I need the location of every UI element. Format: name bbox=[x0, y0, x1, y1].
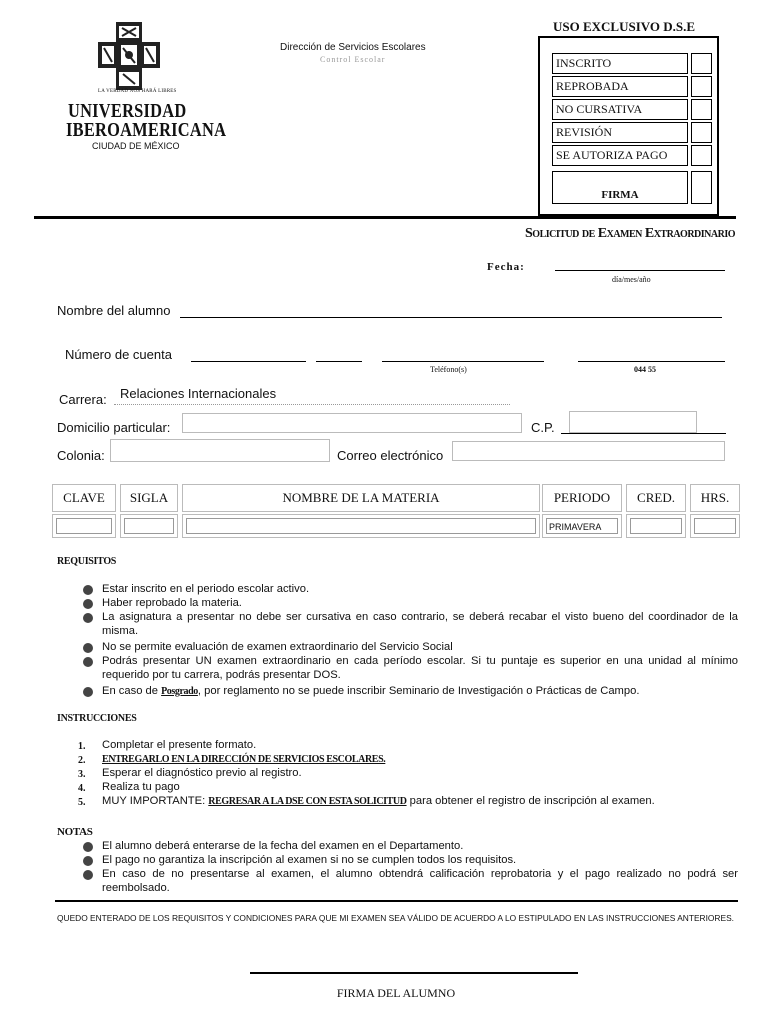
bullet-icon bbox=[82, 598, 94, 610]
subjects-table bbox=[52, 484, 740, 542]
dse-item-autoriza-pago: SE AUTORIZA PAGO bbox=[552, 145, 688, 166]
list-item: En caso de no presentarse al examen, el alumno obtendrá calificación reprobatoria y el pago realizado no podrá ser reembolsado. bbox=[102, 868, 738, 895]
instructions-list bbox=[0, 738, 770, 813]
career-label: Carrera: bbox=[59, 392, 107, 407]
table-cell-periodo bbox=[542, 514, 622, 538]
list-number: 4. bbox=[78, 783, 86, 794]
bullet-icon bbox=[82, 656, 94, 668]
dse-signature-field[interactable]: FIRMA bbox=[552, 171, 688, 204]
dse-item-no-cursativa: NO CURSATIVA bbox=[552, 99, 688, 120]
university-city: CIUDAD DE MÉXICO bbox=[92, 141, 180, 151]
dse-checkbox-reprobada[interactable] bbox=[691, 76, 712, 97]
dse-box bbox=[538, 36, 719, 216]
university-name-line2: IBEROAMERICANA bbox=[66, 119, 227, 141]
date-label: Fecha: bbox=[487, 261, 525, 273]
zip-label: C.P. bbox=[531, 420, 555, 435]
bullet-icon bbox=[82, 686, 94, 698]
list-item: El alumno deberá enterarse de la fecha del examen en el Departamento. bbox=[102, 840, 464, 852]
date-hint: día/mes/año bbox=[612, 275, 651, 284]
table-header-hrs: HRS. bbox=[690, 484, 740, 512]
list-item: El pago no garantiza la inscripción al examen si no se cumplen todos los requisitos. bbox=[102, 854, 517, 866]
account-number-field[interactable] bbox=[191, 361, 306, 362]
dse-checkbox-autoriza-pago[interactable] bbox=[691, 145, 712, 166]
colony-label: Colonia: bbox=[57, 448, 105, 463]
bullet-icon bbox=[82, 612, 94, 624]
address-label: Domicilio particular: bbox=[57, 420, 171, 435]
acknowledgement-text: QUEDO ENTERADO DE LOS REQUISITOS Y CONDICIONES PARA QUE MI EXAMEN SEA VÁLIDO DE ACUERDO A LO ESTIPULADO EN LAS INSTRUCCIONES ANTERIORES. bbox=[57, 913, 734, 923]
bullet-icon bbox=[82, 584, 94, 596]
table-header-cred: CRED. bbox=[626, 484, 686, 512]
student-name-label: Nombre del alumno bbox=[57, 303, 171, 318]
account-number-label: Número de cuenta bbox=[65, 347, 172, 362]
instructions-heading: INSTRUCCIONES bbox=[57, 713, 137, 724]
university-shield-logo bbox=[98, 22, 160, 90]
clave-input[interactable] bbox=[56, 518, 112, 534]
requirements-list bbox=[0, 582, 770, 702]
list-number: 3. bbox=[78, 769, 86, 780]
form-title: Solicitud de Examen Extraordinario bbox=[525, 226, 735, 241]
bullet-icon bbox=[82, 855, 94, 867]
university-motto: LA VERDAD NOS HARÁ LIBRES bbox=[98, 89, 177, 94]
address-field[interactable] bbox=[182, 413, 522, 433]
list-item: Esperar el diagnóstico previo al registro. bbox=[102, 767, 302, 779]
posgrado-emphasis: Posgrado bbox=[161, 686, 198, 697]
university-name-line1: UNIVERSIDAD bbox=[68, 100, 187, 122]
list-item: Podrás presentar UN examen extraordinario en cada período escolar. Si tu puntaje es superior en una unidad al mínimo requerido por tu carrera, podrás presentar DOS. bbox=[102, 655, 738, 682]
table-cell-materia bbox=[182, 514, 540, 538]
zip-field[interactable] bbox=[569, 411, 697, 433]
cred-input[interactable] bbox=[630, 518, 682, 534]
department-name: Dirección de Servicios Escolares bbox=[280, 42, 426, 53]
table-header-materia: NOMBRE DE LA MATERIA bbox=[182, 484, 540, 512]
list-item: Estar inscrito en el periodo escolar activo. bbox=[102, 583, 310, 595]
sigla-input[interactable] bbox=[124, 518, 174, 534]
header-divider bbox=[34, 216, 736, 219]
list-item: En caso de Posgrado, por reglamento no se puede inscribir Seminario de Investigación o Prácticas de Campo. bbox=[102, 685, 640, 697]
notes-heading: NOTAS bbox=[57, 826, 93, 838]
email-label: Correo electrónico bbox=[337, 448, 444, 463]
table-cell-clave bbox=[52, 514, 116, 538]
student-signature-label: FIRMA DEL ALUMNO bbox=[336, 986, 456, 1000]
notes-divider bbox=[55, 900, 738, 902]
account-digit-field[interactable] bbox=[316, 361, 362, 362]
phone-field[interactable] bbox=[382, 361, 544, 362]
periodo-input[interactable]: PRIMAVERA bbox=[546, 518, 618, 534]
mobile-field[interactable] bbox=[578, 361, 725, 362]
student-signature-line[interactable] bbox=[250, 972, 578, 974]
dse-checkbox-no-cursativa[interactable] bbox=[691, 99, 712, 120]
dse-checkbox-revision[interactable] bbox=[691, 122, 712, 143]
requirements-heading: REQUISITOS bbox=[57, 556, 117, 567]
list-item: No se permite evaluación de examen extraordinario del Servicio Social bbox=[102, 641, 453, 653]
list-item: Haber reprobado la materia. bbox=[102, 597, 242, 609]
materia-input[interactable] bbox=[186, 518, 536, 534]
list-number: 5. bbox=[78, 797, 86, 808]
table-cell-sigla bbox=[120, 514, 178, 538]
hrs-input[interactable] bbox=[694, 518, 736, 534]
list-item: ENTREGARLO EN LA DIRECCIÓN DE SERVICIOS ESCOLARES. bbox=[102, 754, 386, 765]
dse-item-inscrito: INSCRITO bbox=[552, 53, 688, 74]
bullet-icon bbox=[82, 869, 94, 881]
email-field[interactable] bbox=[452, 441, 725, 461]
table-header-periodo: PERIODO bbox=[542, 484, 622, 512]
phone-hint: Teléfono(s) bbox=[430, 365, 467, 374]
dse-checkbox-inscrito[interactable] bbox=[691, 53, 712, 74]
colony-field[interactable] bbox=[110, 439, 330, 462]
list-item: Realiza tu pago bbox=[102, 781, 180, 793]
list-number: 1. bbox=[78, 741, 86, 752]
dse-signature-check[interactable] bbox=[691, 171, 712, 204]
dse-item-reprobada: REPROBADA bbox=[552, 76, 688, 97]
table-cell-cred bbox=[626, 514, 686, 538]
mobile-hint: 044 55 bbox=[634, 365, 656, 374]
list-item: La asignatura a presentar no debe ser cursativa en caso contrario, se deberá recabar el visto bueno del coordinador de la misma. bbox=[102, 611, 738, 638]
bullet-icon bbox=[82, 642, 94, 654]
list-number: 2. bbox=[78, 755, 86, 766]
bullet-icon bbox=[82, 841, 94, 853]
dse-item-revision: REVISIÓN bbox=[552, 122, 688, 143]
dse-title: USO EXCLUSIVO D.S.E bbox=[553, 19, 696, 34]
table-header-sigla: SIGLA bbox=[120, 484, 178, 512]
career-value[interactable]: Relaciones Internacionales bbox=[120, 386, 277, 401]
department-sub: Control Escolar bbox=[320, 55, 386, 64]
table-cell-hrs bbox=[690, 514, 740, 538]
notes-list bbox=[0, 839, 770, 897]
table-header-clave: CLAVE bbox=[52, 484, 116, 512]
date-field[interactable] bbox=[555, 270, 725, 271]
student-name-field[interactable] bbox=[180, 317, 722, 318]
zip-underline bbox=[561, 433, 726, 434]
list-item: Completar el presente formato. bbox=[102, 739, 257, 751]
list-item: MUY IMPORTANTE: REGRESAR A LA DSE CON ESTA SOLICITUD para obtener el registro de inscripción al examen. bbox=[102, 795, 655, 807]
career-field[interactable] bbox=[114, 404, 510, 405]
